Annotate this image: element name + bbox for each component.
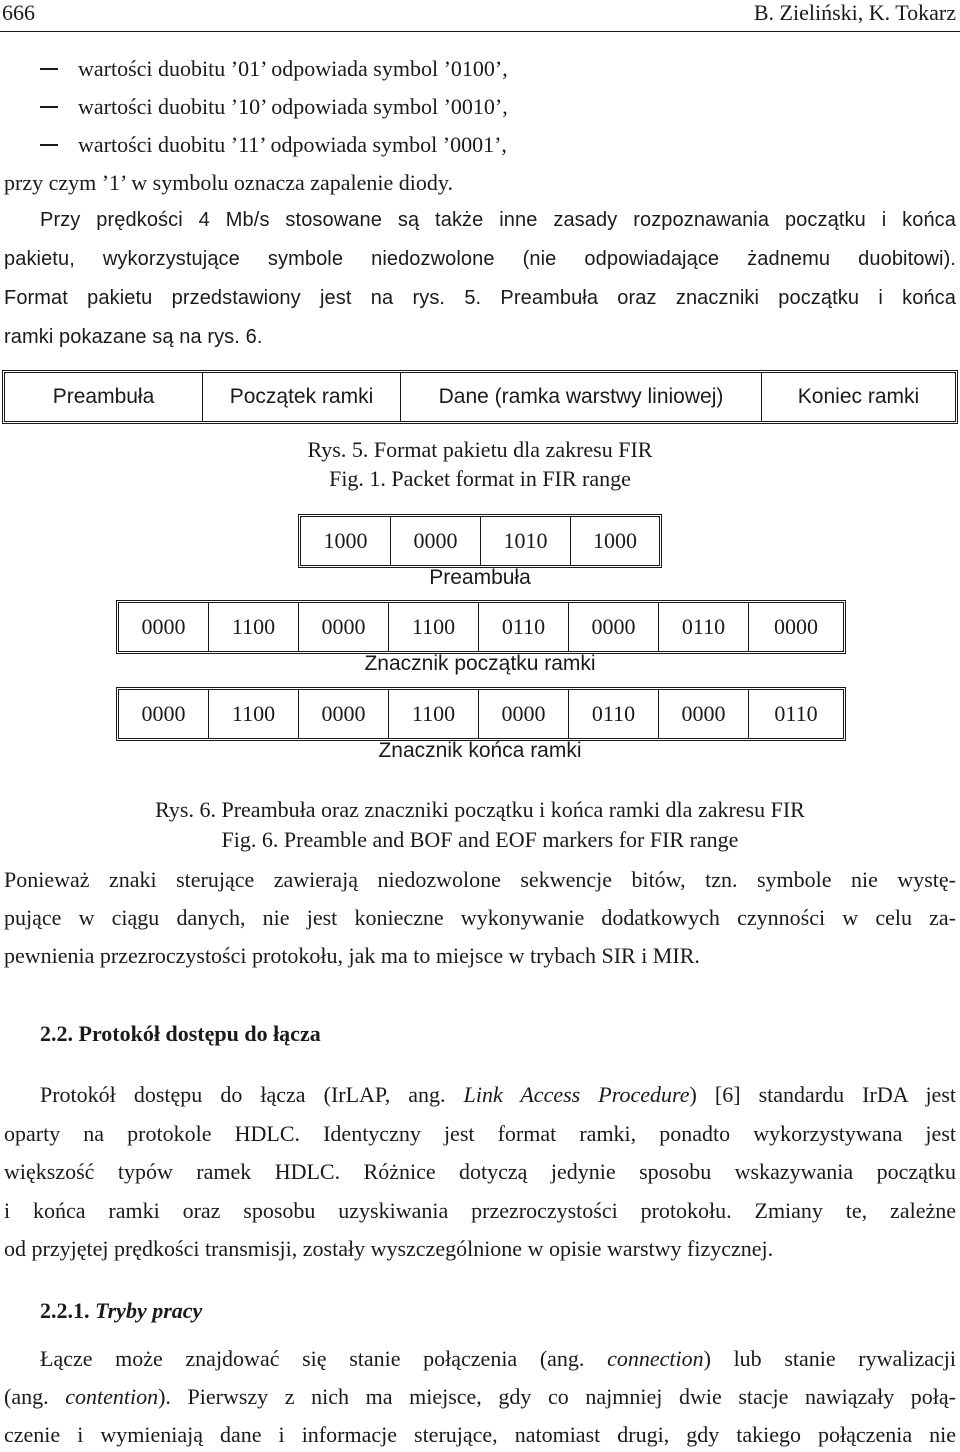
- paragraph-line: ramki pokazane są na rys. 6.: [4, 326, 263, 348]
- list-item: [40, 94, 508, 120]
- paragraph-line: większość typów ramek HDLC. Różnice dotyczą jedynie sposobu wskazywania początku: [4, 1159, 956, 1184]
- bit-group: 0110: [569, 690, 659, 738]
- bit-group: 0000: [569, 603, 659, 651]
- subsection-heading: 2.2.1. Tryby pracy: [40, 1298, 203, 1323]
- dash-bullet-icon: [40, 144, 58, 146]
- end-marker-bits-table: [116, 687, 846, 741]
- list-item-text: wartości duobitu ’11’ odpowiada symbol ’0001’,: [78, 132, 507, 157]
- preamble-label: Preambuła: [429, 566, 531, 589]
- bit-group: 1100: [209, 603, 299, 651]
- bit-group: 1100: [389, 690, 479, 738]
- start-marker-bits-table: [116, 600, 846, 654]
- list-item-text: wartości duobitu ’10’ odpowiada symbol ’0010’,: [78, 94, 508, 119]
- figure-caption-pl: Rys. 6. Preambuła oraz znaczniki początku i końca ramki dla zakresu FIR: [155, 797, 805, 822]
- figure-caption-pl: Rys. 5. Format pakietu dla zakresu FIR: [307, 437, 653, 462]
- bit-group: 1010: [481, 517, 571, 565]
- paragraph-line: czenie i wymieniają dane i informacje sterujące, natomiast drugi, gdy takiego połączenia nie: [4, 1422, 956, 1447]
- bit-group: 0000: [391, 517, 481, 565]
- start-marker-label: Znacznik początku ramki: [364, 652, 596, 675]
- dash-bullet-icon: [40, 68, 58, 70]
- paragraph-line: pakietu, wykorzystujące symbole niedozwolone (nie odpowiadające żadnemu duobitowi).: [4, 248, 956, 270]
- figure-caption-en: Fig. 6. Preamble and BOF and EOF markers for FIR range: [221, 827, 739, 852]
- bit-group: 1100: [209, 690, 299, 738]
- paragraph-line: Łącze może znajdować się stanie połączenia (ang. connection) lub stanie rywalizacji: [40, 1346, 957, 1371]
- running-header-authors: B. Zieliński, K. Tokarz: [753, 0, 956, 25]
- page-number: 666: [2, 0, 35, 25]
- bit-group: 0000: [479, 690, 569, 738]
- table-cell-data: Dane (ramka warstwy liniowej): [401, 373, 762, 421]
- paragraph-line: przy czym ’1’ w symbolu oznacza zapalenie diody.: [4, 170, 453, 195]
- table-cell-preamble: Preambuła: [5, 373, 203, 421]
- bit-group: 0000: [299, 690, 389, 738]
- bit-group: 0000: [774, 614, 818, 639]
- bit-group: 0000: [119, 603, 209, 651]
- paragraph-line: (ang. contention). Pierwszy z nich ma miejsce, gdy co najmniej dwie stacje nawiązały połą-: [4, 1384, 956, 1409]
- paragraph-line: pujące w ciągu danych, nie jest konieczne wykonywanie dodatkowych czynności w celu za-: [4, 905, 956, 930]
- bit-group: 0110: [774, 701, 818, 726]
- bit-group: 1100: [389, 603, 479, 651]
- paragraph-line: Ponieważ znaki sterujące zawierają niedozwolone sekwencje bitów, tzn. symbole nie wystę-: [4, 867, 956, 892]
- section-heading: 2.2. Protokół dostępu do łącza: [40, 1021, 321, 1046]
- preamble-bits-table: [298, 514, 662, 568]
- table-cell-frame-start: Początek ramki: [203, 373, 401, 421]
- bit-group: 1000: [593, 528, 637, 553]
- bit-group: 0000: [299, 603, 389, 651]
- header-rule: [0, 31, 960, 32]
- paragraph-line: i końca ramki oraz sposobu uzyskiwania przezroczystości protokołu. Zmiany te, zależne: [4, 1198, 956, 1223]
- bit-group: 0110: [659, 603, 749, 651]
- dash-bullet-icon: [40, 106, 58, 108]
- bit-group: 1000: [301, 517, 391, 565]
- paragraph-line: Przy prędkości 4 Mb/s stosowane są także inne zasady rozpoznawania początku i końca: [40, 209, 956, 231]
- paragraph-line: pewnienia przezroczystości protokołu, jak ma to miejsce w trybach SIR i MIR.: [4, 943, 700, 968]
- paragraph-line: oparty na protokole HDLC. Identyczny jest format ramki, ponadto wykorzystywana jest: [4, 1121, 956, 1146]
- packet-format-table: [2, 370, 958, 424]
- figure-caption-en: Fig. 1. Packet format in FIR range: [329, 466, 631, 491]
- table-cell-frame-end: Koniec ramki: [797, 385, 920, 408]
- bit-group: 0000: [659, 690, 749, 738]
- list-item: [40, 56, 508, 82]
- list-item-text: wartości duobitu ’01’ odpowiada symbol ’0100’,: [78, 56, 508, 81]
- paragraph-line: Format pakietu przedstawiony jest na rys. 5. Preambuła oraz znaczniki początku i końca: [4, 287, 956, 309]
- paragraph-line: Protokół dostępu do łącza (IrLAP, ang. Link Access Procedure) [6] standardu IrDA jest: [40, 1082, 956, 1107]
- end-marker-label: Znacznik końca ramki: [378, 739, 582, 762]
- bit-group: 0000: [119, 690, 209, 738]
- list-item: [40, 132, 507, 158]
- paragraph-line: od przyjętej prędkości transmisji, zostały wyszczególnione w opisie warstwy fizycznej.: [4, 1236, 774, 1261]
- bit-group: 0110: [479, 603, 569, 651]
